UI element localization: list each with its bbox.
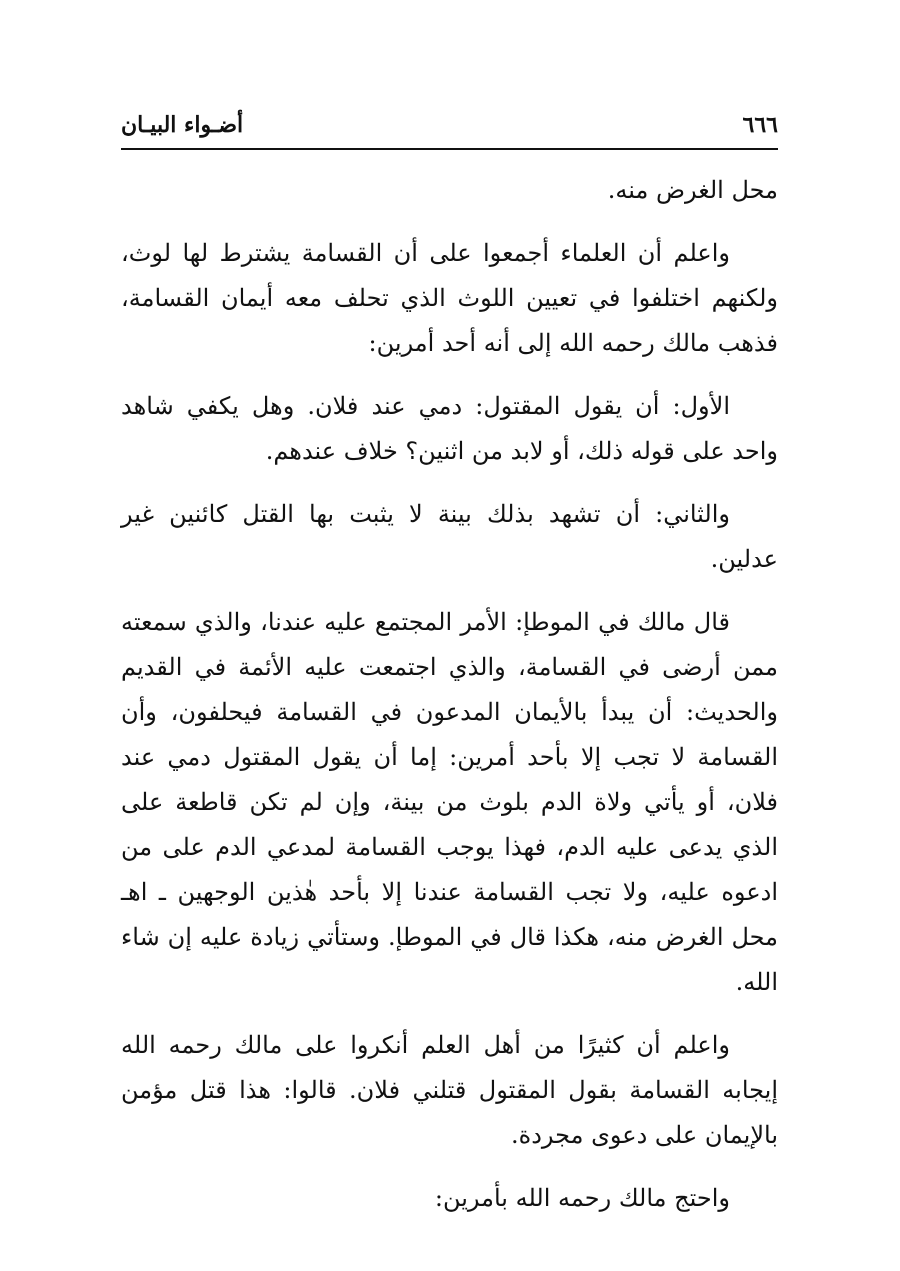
paragraph-5: قال مالك في الموطإ: الأمر المجتمع عليه عندنا، والذي سمعته ممن أرضى في القسامة، والذي اجتمعت عليه الأئمة في القديم والحديث: أن يبدأ بالأيمان المدعون في القسامة فيحلفون، وأن القسامة لا تجب إلا بأحد أمرين: إما أن يقول المقتول دمي عند فلان، أو يأتي ولاة الدم بلوث من بينة، وإن لم تكن قاطعة على الذي يدعى عليه الدم، فهذا يوجب القسامة لمدعي الدم على من ادعوه عليه، ولا تجب القسامة عندنا إلا بأحد هٰذين الوجهين ـ اهـ محل الغرض منه، هكذا قال في الموطإ. وستأتي زيادة عليه إن شاء الله. [121,608,779,996]
page-number: ٦٦٦ [742,112,778,138]
page-header [121,108,778,150]
paragraph-6: واعلم أن كثيرًا من أهل العلم أنكروا على مالك رحمه الله إيجابه القسامة بقول المقتول قتلني فلان. قالوا: هذا قتل مؤمن بالإيمان على دعوى مجردة. [121,1031,778,1149]
paragraph-4: والثاني: أن تشهد بذلك بينة لا يثبت بها القتل كائنين غير عدلين. [121,500,778,573]
paragraph-7: واحتج مالك رحمه الله بأمرين: [434,1184,730,1212]
paragraph-3: الأول: أن يقول المقتول: دمي عند فلان. وهل يكفي شاهد واحد على قوله ذلك، أو لابد من اثنين؟ خلاف عندهم. [121,392,778,465]
paragraph-1: محل الغرض منه. [607,176,778,204]
paragraph-2: واعلم أن العلماء أجمعوا على أن القسامة يشترط لها لوث، ولكنهم اختلفوا في تعيين اللوث الذي تحلف معه أيمان القسامة، فذهب مالك رحمه الله إلى أنه أحد أمرين: [121,239,778,357]
running-title: أضـواء البيـان [121,112,244,138]
body-text [121,168,778,1239]
